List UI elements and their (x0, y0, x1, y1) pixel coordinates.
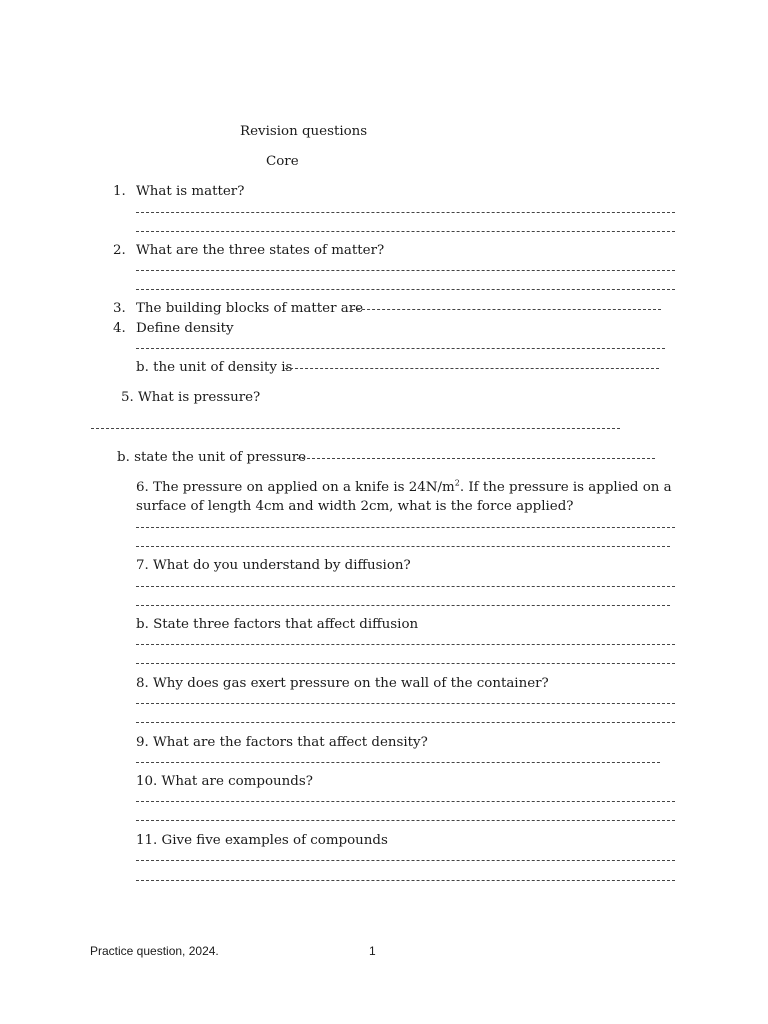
answer-line (136, 270, 675, 271)
page-subtitle: Core (266, 154, 299, 169)
question-1-number: 1. (113, 184, 126, 199)
page-number: 1 (369, 944, 376, 958)
answer-line (136, 586, 675, 587)
question-4-text: Define density (136, 321, 234, 336)
answer-line (136, 348, 665, 349)
question-4-number: 4. (113, 321, 126, 336)
question-2-number: 2. (113, 243, 126, 258)
answer-line (136, 644, 675, 645)
question-10-text: 10. What are compounds? (136, 774, 313, 789)
answer-line (136, 605, 670, 606)
footer-label: Practice question, 2024. (90, 944, 219, 958)
question-6-line-2: surface of length 4cm and width 2cm, what is the force applied? (136, 499, 574, 514)
question-6-line-1 (136, 479, 672, 496)
answer-line (136, 762, 660, 763)
answer-line (91, 428, 620, 429)
answer-line (297, 458, 655, 459)
answer-line (136, 880, 675, 881)
question-1-text: What is matter? (136, 184, 245, 199)
answer-line (136, 289, 675, 290)
question-5-text: 5. What is pressure? (121, 390, 261, 405)
question-5b-text: b. state the unit of pressure (117, 450, 307, 465)
question-3-number: 3. (113, 301, 126, 316)
question-6-text-a: 6. The pressure on applied on a knife is 24N/m (136, 480, 455, 495)
superscript-two: 2 (454, 478, 460, 488)
page-title: Revision questions (240, 124, 368, 139)
answer-line (136, 860, 675, 861)
answer-line (136, 703, 675, 704)
question-9-text: 9. What are the factors that affect density? (136, 735, 428, 750)
question-8-text: 8. Why does gas exert pressure on the wall of the container? (136, 676, 549, 691)
question-7b-text: b. State three factors that affect diffusion (136, 617, 419, 632)
answer-line (136, 820, 675, 821)
answer-line (352, 309, 661, 310)
answer-line (136, 801, 675, 802)
answer-line (136, 546, 670, 547)
answer-line (136, 231, 675, 232)
answer-line (136, 663, 675, 664)
question-7-text: 7. What do you understand by diffusion? (136, 558, 411, 573)
answer-line (136, 722, 675, 723)
question-4b-text: b. the unit of density is (136, 360, 293, 375)
answer-line (136, 212, 675, 213)
question-6-text-b: . If the pressure is applied on a (459, 480, 672, 495)
answer-line (136, 527, 675, 528)
question-2-text: What are the three states of matter? (136, 243, 385, 258)
answer-line (285, 368, 659, 369)
question-3-text: The building blocks of matter are (136, 301, 364, 316)
question-11-text: 11. Give five examples of compounds (136, 833, 388, 848)
